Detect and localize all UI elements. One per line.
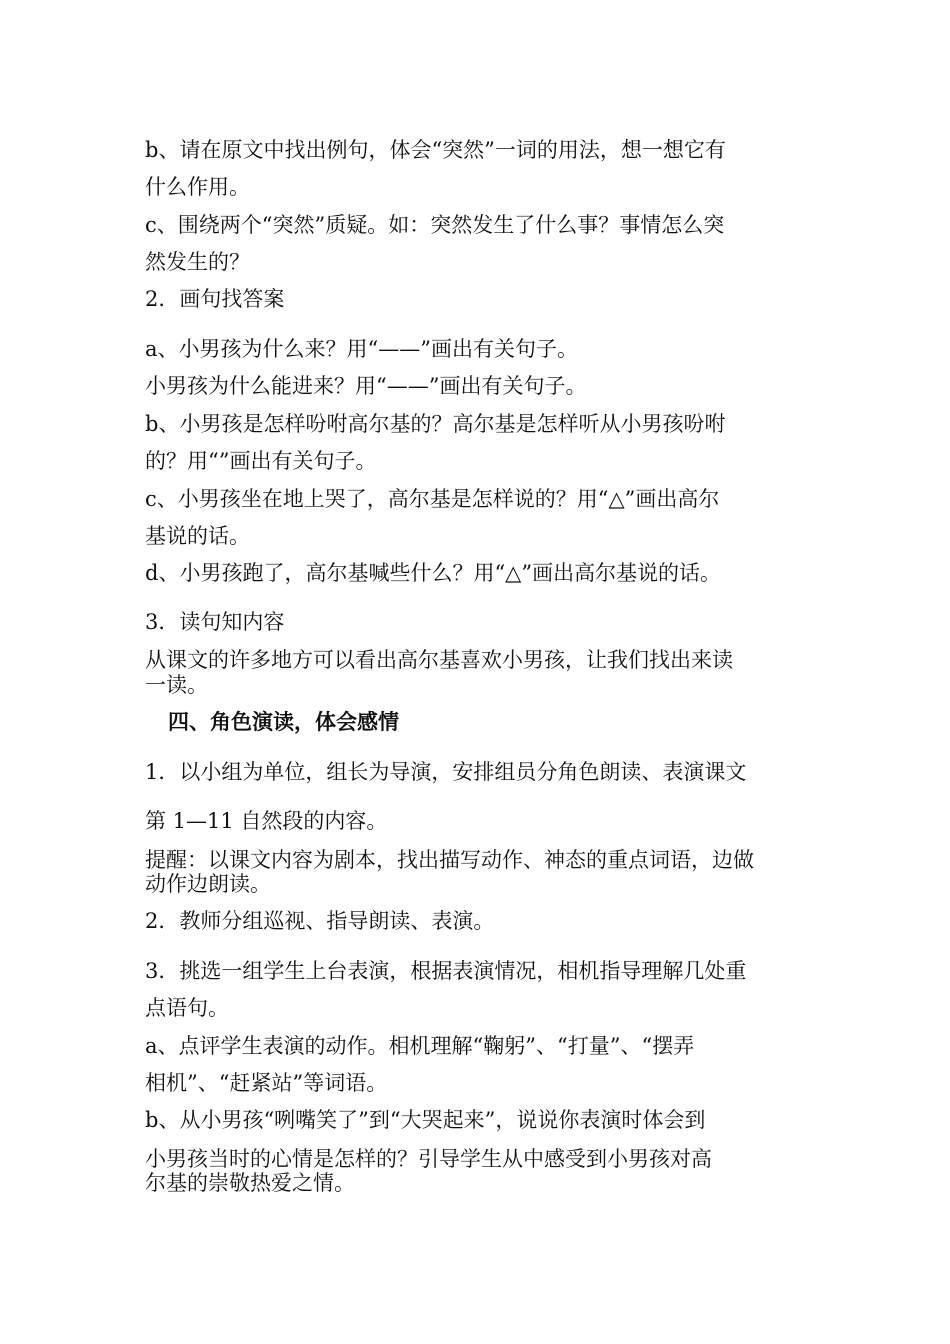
text-line: c、围绕两个“突然”质疑。如：突然发生了什么事？事情怎么突 — [145, 213, 725, 237]
text-line: 第 1—11 自然段的内容。 — [145, 809, 388, 833]
text-line: 动作边朗读。 — [145, 872, 271, 896]
text-line: 相机”、“赶紧站”等词语。 — [145, 1071, 388, 1095]
text-line: b、请在原文中找出例句，体会“突然”一词的用法，想一想它有 — [145, 138, 726, 162]
text-line: 提醒：以课文内容为剧本，找出描写动作、神态的重点词语，边做 — [145, 848, 754, 872]
text-line: c、小男孩坐在地上哭了，高尔基是怎样说的？用“△”画出高尔 — [145, 487, 720, 511]
text-line: 基说的话。 — [145, 524, 250, 548]
text-line: 一读。 — [145, 673, 208, 697]
text-line: a、点评学生表演的动作。相机理解“鞠躬”、“打量”、“摆弄 — [145, 1034, 695, 1058]
text-line: d、小男孩跑了，高尔基喊些什么？用“△”画出高尔基说的话。 — [145, 561, 722, 585]
text-line: 小男孩为什么能进来？用“——”画出有关句子。 — [145, 374, 587, 398]
section-number-2: 2．画句找答案 — [145, 287, 285, 311]
text-line: 小男孩当时的心情是怎样的？引导学生从中感受到小男孩对高 — [145, 1147, 712, 1171]
text-line: 尔基的崇敬热爱之情。 — [145, 1171, 355, 1195]
section-heading: 四、角色演读，体会感情 — [168, 709, 399, 734]
text-line: 的？用“”画出有关句子。 — [145, 449, 377, 473]
text-line: 从课文的许多地方可以看出高尔基喜欢小男孩，让我们找出来读 — [145, 648, 733, 672]
text-line: 点语句。 — [145, 996, 229, 1020]
text-line: 然发生的？ — [145, 250, 250, 274]
text-line: b、从小男孩“咧嘴笑了”到“大哭起来”，说说你表演时体会到 — [145, 1108, 706, 1132]
text-line: 2．教师分组巡视、指导朗读、表演。 — [145, 909, 495, 933]
text-line: a、小男孩为什么来？用“——”画出有关句子。 — [145, 337, 578, 361]
section-number-3: 3．读句知内容 — [145, 610, 285, 634]
text-line: 3．挑选一组学生上台表演，根据表演情况，相机指导理解几处重 — [145, 959, 747, 983]
text-line: b、小男孩是怎样吩咐高尔基的？高尔基是怎样听从小男孩吩咐 — [145, 412, 726, 436]
text-line: 什么作用。 — [145, 175, 250, 199]
text-line: 1．以小组为单位，组长为导演，安排组员分角色朗读、表演课文 — [145, 760, 747, 784]
